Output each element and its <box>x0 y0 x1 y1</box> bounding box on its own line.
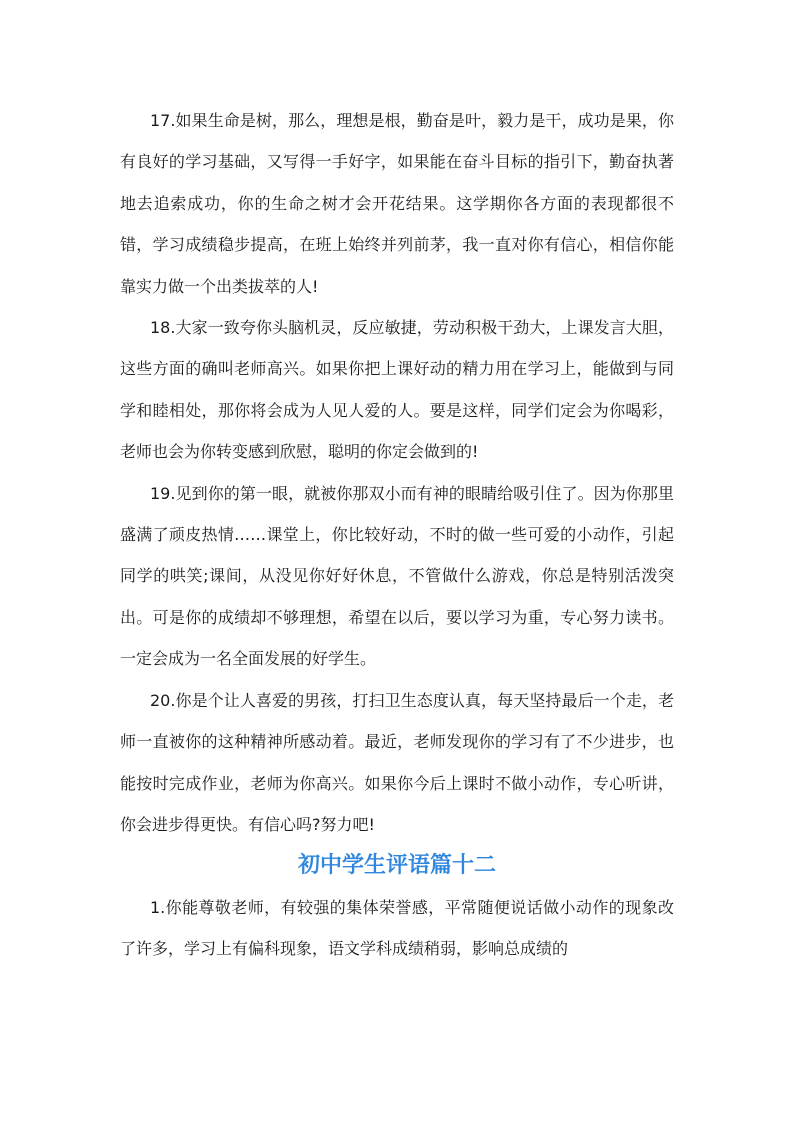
paragraph-18: 18.大家一致夸你头脑机灵，反应敏捷，劳动积极干劲大，上课发言大胆，这些方面的确叫老师高兴。如果你把上课好动的精力用在学习上，能做到与同学和睦相处，那你将会成为人见人爱的人。要是这样，同学们定会为你喝彩，老师也会为你转变感到欣慰，聪明的你定会做到的! <box>120 318 674 462</box>
paragraph-19: 19.见到你的第一眼，就被你那双小而有神的眼睛给吸引住了。因为你那里盛满了顽皮热情……课堂上，你比较好动，不时的做一些可爱的小动作，引起同学的哄笑;课间，从没见你好好休息，不管做什么游戏，你总是特别活泼突出。可是你的成绩却不够理想，希望在以后，要以学习为重，专心努力读书。一定会成为一名全面发展的好学生。 <box>120 483 674 669</box>
paragraph-20: 20.你是个让人喜爱的男孩，打扫卫生态度认真，每天坚持最后一个走，老师一直被你的这种精神所感动着。最近，老师发现你的学习有了不少进步，也能按时完成作业，老师为你高兴。如果你今后上课时不做小动作，专心听讲，你会进步得更快。有信心吗?努力吧! <box>120 690 674 834</box>
document-body <box>120 100 674 970</box>
paragraph-17: 17.如果生命是树，那么，理想是根，勤奋是叶，毅力是干，成功是果，你有良好的学习基础，又写得一手好字，如果能在奋斗目标的指引下，勤奋执著地去追索成功，你的生命之树才会开花结果。这学期你各方面的表现都很不错，学习成绩稳步提高，在班上始终并列前茅，我一直对你有信心，相信你能靠实力做一个出类拔萃的人! <box>120 111 674 296</box>
section-heading: 初中学生评语篇十二 <box>297 853 496 879</box>
paragraph-1: 1.你能尊敬老师，有较强的集体荣誉感，平常随便说话做小动作的现象改了许多，学习上有偏科现象，语文学科成绩稍弱，影响总成绩的 <box>120 897 674 959</box>
